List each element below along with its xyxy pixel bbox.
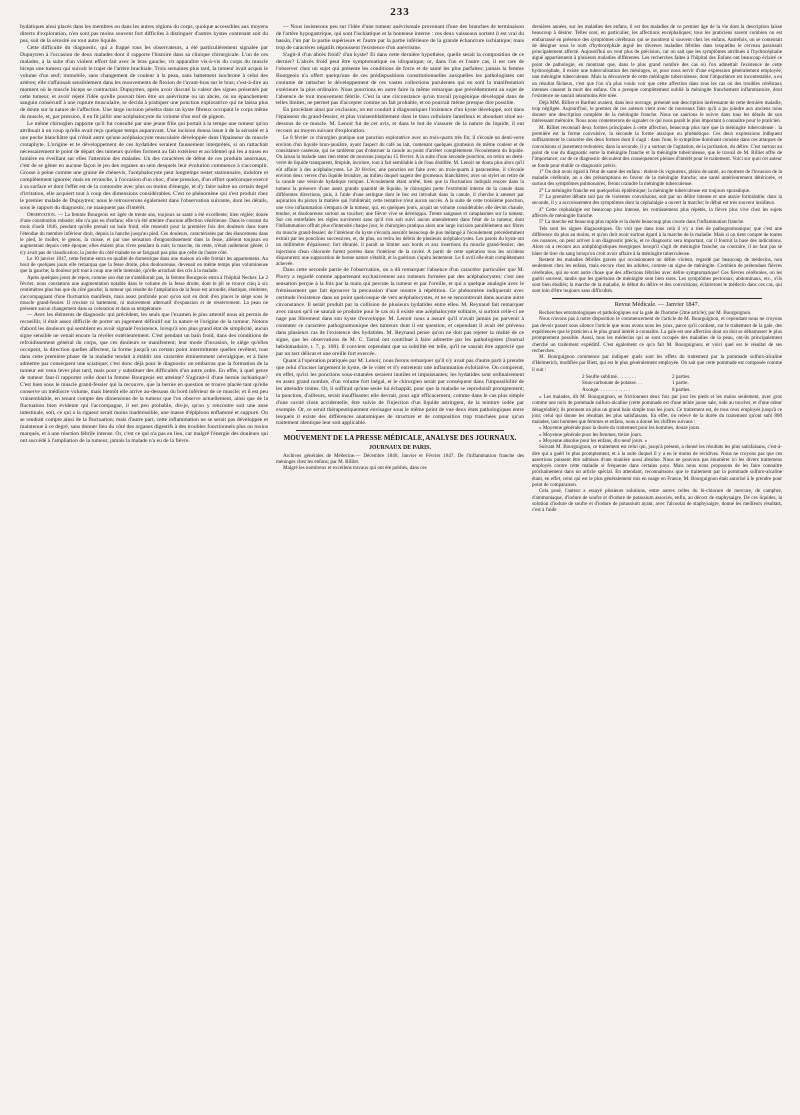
revue-title: Revue Médicale. — Janvier 1847. [614, 300, 700, 308]
paragraph: Dans cette seconde partie de l'observation, on a dû remarquer l'absence d'un caractère particulier que M. Piorry a regardé comme appartenant exclusivement aux tumeurs formées par des acéphalocystes; c'est une sensation perçue à la fois par la main qui percute la tumeur et par l'oreille, et qui a quelque analogie avec le frémissement que fait éprouver la percussion d'une montre à répétition. Ce phénomène indiquerait avec certitude l'existence dans un point quelconque de vers acéphalocystes, et ne se rencontrerait dans aucune autre circonstance. Il serait produit par la collision de plusieurs hydatides entre elles. M. Reynaud fait remarquer avec raison qu'il ne saurait se produire pour le cas où il existe une acéphalocyste solitaire, si surtout celle-ci ne nage pas librement dans son kyste d'enveloppe. M. Lenoir nous a assuré qu'il n'avait jamais pu parvenir à constater ce caractère pathognomonique des tumeurs dont il est question, et cependant il avait été prévenu dans plusieurs cas de l'existence des hydatides. M. Reynaud pense qu'on ne doit pas rejeter la réalité de ce signe, que les observations de M. C. Tarral ont contribué à faire admettre par les pathologistes (Journal hebdomadaire, t. 7, p. 108). Il convient cependant que sa subtilité est telle, qu'il ne saurait être apprécié que par un tact délicat et une oreille fort exercée. [276, 267, 524, 357]
paragraph: S'agit-il d'un abcès froid? d'un kyste? Et dans cette dernière hypothèse, quelle serait la composition de ce dernier? L'abcès froid peut être symptomatique ou idiopatique; or, dans l'un et l'autre cas, il est rare de l'observer chez un sujet qui présente les conditions de force et de santé les plus parfaites; jamais la femme Bourgeois n'a offert quelqu'une de ces prédispositions constitutionnelles auxquelles les pathologistes ont coutume de rattacher le développement de ces vastes collections purulentes qui en sont la manifestation extérieure la plus ordinaire. Nous pourrions en outre faire la même remarque que précédemment au sujet de l'absence de tout mouvement fébrile. C'est la une circonstance qu'un travail pyogénique développé dans de telles limites, ne permet pas d'accepter comme un fait probable, et on pourrait même presque dire possible. [276, 51, 524, 107]
page-number: 233 [390, 6, 410, 18]
paragraph: » Moyenne absolue pour les enfans, dix-neuf jours. » [539, 438, 648, 444]
paragraph: « Les malades, dit M. Bourguignon, se frictionnent deux fois par jour les pieds et les mains seulement, avec gros comme une noix de pommade sulfuro-alcaline (cette pommade est d'une teinte jaune sale, rude au toucher, et d'une odeur désagréable); ils prennent un plus un grand bain simple tous les jours. Ce traitement est, de tous ceux employés jusqu'à ce jour, celui qui donne les résultats les plus satisfaisans. En effet, on relevé de la durée du traitement qu'ont subi 800 malades, tant hommes que femmes et enfans, nous a donné les chiffres suivans : [532, 393, 782, 426]
paragraph: — Nous insisterons peu sur l'idée d'une tumeur anévrismale provenant d'une des branches de terminaison de l'artère hypogastrique, qui sont l'ischiatique et la honteuse interne : ces deux vaisseaux sortent il est vrai du bassin, l'un par la partie supérieure et l'autre par la partie inférieure de la grande échancrure ischiatique; mais trop de caractères négatifs repoussent l'existence d'un anévrisme. [276, 24, 524, 51]
diagnostic-sign-4: 4° Cette céphalalgie est beaucoup plus intense, les vomissemens plus répétés, la fièvre plus vive chez les sujets affectés de méningite franche. [532, 206, 782, 219]
observation-label: Observation. [27, 211, 57, 218]
paragraph: M. Bourguignon commence par indiquer quels sont les effets du traitement par la pommade sulfuro-alcaline d'Helmerich, modifiée par Biett, qui est le plus généralement employée. On sait que cette pommade est composée comme il suit : [532, 354, 782, 373]
paragraph: Quant à l'opération pratiquée par M. Lenoir, nous ferons remarquer qu'il n'y avait pas d'autre parti à prendre que celui d'inciser largement le kyste, de le vider et d'y entretenir une inflammation exfoliative. On comprend, en effet, qu'ici les ponctions sous-cutanées seraient inutiles et impuissantes; les hydatides sont ordinairement en assez grand nombre, d'un volume fort inégal, et le chirurgien serait par conséquent dans l'impossibilité de les atteindre toutes. Or, il suffirait qu'une seule lui échappât, pour que la maladie se reproduisît promptement; la ponction, d'ailleurs, serait insuffisante; elle devrait, pour agir efficacement, comme dans le cas plus simple d'une cavité close accidentelle, être suivie de l'injection d'un liquide astringent, de la teinture iodée par exemple. Or, ce serait thérapeutiquement envisager sous le même point de vue deux états pathologiques entre lesquels il existe des différences anatomiques de structure et de composition trop tranchées pour qu'un traitement identique leur soit applicable. [276, 357, 524, 427]
diagnostic-sign-2: 2° La méningite franche est quelquefois épidémique; la méningite tuberculeuse est toujours sporadique. [539, 187, 751, 194]
case-details-paragraph: Le 8 février ce chirurgien pratique une ponction exploratrice avec un trois-quarts très fin; il s'écoule un demi-verre environ d'un liquide brun-jaunâtre, ayant l'aspect du café au lait, contenant quelques grumeaux de même couleur et de consistance caséeuse, qui ne tardèrent pas d'obstruer la canule au point d'arrêter complètement l'écoulement du liquide. On laissa la malade sans rien tenter de nouveau jusqu'au 15 février. A la suite d'une seconde ponction, on retira un demi-verre de liquide transparent, limpide, incolore, tout à fait semblable à de l'eau distillée. M. Lenoir ne douta plus alors qu'il eût affaire à des acéphalocystes. Le 20 février, une ponction est faite avec un trois-quarts à paracentèse, il s'écoule environ deux verres d'un liquide brunâtre, au milieu duquel nagent des grumeaux blanchâtres; avec un stylet on retire de la canule une vésicule hydatique rompue. L'écoulement étant arrêté, bien que la fluctuation indiquât encore dans la tumeur la présence d'une assez grande quantité de liquide, le chirurgien porte l'extrémité interne de la canule dans différentes directions, puis, à l'aide d'une seringue dont le bec est introduit dans la canule, il cherche à amener par aspiration du piston la matière qui l'oblitérait; cette tentative n'eut aucun succès. A la suite de cette troisième ponction, une vive inflammation s'empara de la tumeur, qui, en quelques jours, acquit un volume considérable; elle devint chaude, tendue, et douloureuse surtout au toucher; une fièvre vive se développa. Trente sangsues et cataplasmes sur la tumeur. Sur ces entrefaites les règles survinrent sans qu'il s'en soit suivi aucun amendement dans l'état de la tumeur, dont l'inflammation offrait plus d'intensité chaque jour, le chirurgien pratiqua alors une large incision parallèlement aux fibres du muscle grand-fessier; de l'intérieur du kyste s'écoula aussitôt beaucoup de pus mélangé à l'écoulement précédemment extrait par les ponctions successives, et, de plus, on retira les débris de plusieurs acéphalocystes. Les parois du kyste ont un millimètre d'épaisseur; fort ébranlé, il paraît se limiter aux bords et aux insertions du muscle grand-fessier; des injections d'eau chlorurée furent portées dans l'intérieur de la cavité. A partir de cette opération tous les accidens disparurent; une suppuration de bonne nature s'établit, et la guérison s'opéra lentement. Le 6 avril elle était complètement achevée. [276, 135, 524, 268]
observation-text: — La femme Bourgeois est âgée de trente ans, toujours sa santé a été excellente; bien réglée; douée d'une constitution robuste; elle n'a pas eu d'enfans; elle n'a été atteinte d'aucune affection vénérienne. Dans le courant du mois d'août 1846, pendant qu'elle prenait un bain froid, elle ressentit pour la première fois des douleurs dans toute l'étendue du membre inférieur droit, depuis la hanche jusqu'au pied. Ces douleurs, caractérisées par des élancemens dans le pied, le mollet, le genou, la cuisse, et par une sensation d'engourdissement dans la fesse, allèrent toujours en augmentant depuis cette époque; elles étaient plus vives pendant la nuit; la marche, du reste, n'était nullement gênée; il n'y avait pas de claudication; la jambe du côté malade ne se fatiguait pas plus que celle de l'autre côté. [20, 211, 268, 256]
paragraph: dernières années, sur les maladies des enfans, il est des maladies de ce premier âge de la vie dont la description laisse beaucoup à désirer. Telles sont, en particulier, les affections encéphaliques; tous les praticiens savent combien on est embarrassé en présence des symptômes cérébraux qui se montrent si souvent chez les enfans. Autrefois, on se contentait de désigner sous le nom d'hydrocéphale aiguë les diverses maladies fébriles dans lesquelles le cerveau paraissait principalement affecté. Aujourd'hui on veut plus de précision, car on sait que les symptômes attribués à l'hydrocéphalie aiguë appartiennent à plusieurs maladies différentes. Les recherches faites à l'hôpital des Enfans ont beaucoup éclairé ce point de pathologie, en montrant que, dans le plus grand nombre des cas où l'on admettait l'existence de cette hydrocéphale, il existe une tuberculisation des méninges, or, pour nous servir d'une expression généralement employée, une méningite tuberculeuse. Mais la découverte de cette méningite tuberculeuse, dont l'importance est incontestable, a eu un résultat fâcheux, c'est que l'on n'a plus voulu voir que cette affection dans tous les cas où des troubles cérébraux intenses causent la mort des enfans. On a presque complètement oublié la méningite franchement inflammatoire, dont l'existence ne saurait néanmoins être niée. [532, 24, 782, 100]
recipe-item [582, 387, 782, 393]
ingredient-name: 2 Soufre sublimé. . . . . . . . [582, 374, 636, 381]
paragraph: — Avec les éléments de diagnostic qui précèdent, les seuls que l'examen le plus attentif nous ait permis de recueillir, il était assez difficile de porter un jugement définitif sur la nature et l'origine de la tumeur. Notons d'abord les douleurs qui semblent en avoir signalé l'existence, lorsqu'à son plus grand état de simplicité, aucun signe sensible ne venait encore la révéler extérieurement. C'est pendant un bain froid, dans des conditions de refroidissement général du corps, que ces douleurs se manifestent; leur mode d'invasion, le siège qu'elles occupent, la direction quelles affectent, la forme jusqu'à un certain point intermittente quelles revêtent, tout dans cette première phase de la maladie tendait à établir son caractère éminemment névralgique, et à faire admettre par conséquent une sciatique; c'est donc déjà pour le diagnostic un embarras que la formation de la tumeur est venu lever plus tard, mais pour y substituer des difficultés d'un autre ordre. En effet, à quel genre de tumeur faut-il rapporter celle dont la femme Bourgeois est atteinte? S'agirait-il d'une hernie ischiatique? C'est bien sous le muscle grand-fessier qui la recouvre, que la hernie en question se trouve placée tant qu'elle conserve un médiocre volume, mais bientôt elle arrive au-dessous du bord inférieur de ce muscle; et il est peu vraisemblable, en tenant compte des dimensions de la tumeur que l'on observe actuellement, ainsi que de la fluctuation bien évidente qui l'accompagne, il est peu probable, dis-je, qu'on y rencontre soit une anse intestinale, soit, ce qui a la rigueur serait moins inadmissible, une masse d'épiploon enflammé et suppuré. On se rendrait compte ainsi de la fluctuation; mais d'autre part, cette inflammation ne se serait pas développée et maintenue à ce degré, sans donner lieu du côté des organes digestifs à des troubles fonctionnels plus ou moins marqués, et à une réaction fébrile intense. Or, c'est ce qui n'a pas eu lieu, car malgré l'énergie des douleurs qui ont succédé à l'ampliation de la tumeur, jamais la malade n'a eu de la fièvre. [20, 312, 268, 444]
paragraph: Le même chirurgien rapporte qu'il fut consulté par une jeune fille qui portait à la tempe une tumeur qu'on attribuait à un coup qu'elle avait reçu quelque temps auparavant. Une incision donna issue à de la sérosité et à une poche blanchâtre qui n'était autre qu'une acéphalocyste musculaire développée dans l'épaisseur du muscle crotaphyte. L'origine et le développement de ces hydatides seraient faussement interprétés, si on rattachait nécessairement le point de départ des tumeurs qu'elles forment au fait extérieur et accidentel qui les a mises en lumière en éveillant sur elles l'attention des malades. Un des caractères de début de ces produits anormaux, c'est de se gêner en aucune façon le jeu des organes au sein desquels leur évolution commence à s'accomplir. Grosse à peine comme une graine de chènevis, l'acéphalocyste peut longtemps rester stationnaire, indolore et complètement ignorée; mais en revanche, à l'occasion d'un choc, d'une pression, d'un effort quelconque exercé à sa surface et dont l'effet est de la contondre avec plus ou moins d'énergie, et d'y faire naître un certain degré d'irritation, elle acquiert tout à coup des dimensions considérables. C'est ce phénomène qui s'est produit chez le premier malade de Dupuytren; nous le retrouverons également dans l'observation suivante, dont les détails, sous le rapport du diagnostic, ne manquent pas d'intérêt. [20, 121, 268, 211]
ingredient-qty: 1 partie. [672, 380, 689, 387]
paragraph: Malgré les nombreux et excellens travaux qui ont été publiés, dans ces [283, 465, 427, 472]
ingredient-qty: 2 parties. [672, 374, 691, 381]
section-subtitle: JOURNAUX DE PARIS. [369, 444, 431, 451]
diagnostic-sign-5: 5° La marche est beaucoup plus rapide et la durée beaucoup plus courte dans l'inflammation franche. [539, 219, 745, 226]
paragraph: Cette difficulté du diagnostic, qui a frappé tous les observateurs, a été particulièrement signalée par Dupuytren à l'occasion de deux malades dont il rapporte l'histoire dans sa clinique chirurgicale. L'un de ces malades, à la suite d'un violent effort fait avec le bras gauche, vit apparaître vis-à-vis du corps du muscle biceps une tumeur qui suivait le trajet de l'artère brachiale. Trois semaines plus tard, la tumeur avait acquis le volume d'un œuf; immobile, sans changement de couleur à la peau, sans battement isochrone à celui des artères; elle s'affaissait sensiblement dans les mouvements de flexion de l'avant-bras sur le bras; c'est-à-dire au moment où le muscle biceps se contractait. Dupuytren, après avoir discuté la valeur des signes présentés par cette tumeur, et avoir rejeté l'idée qu'elle pouvait bien être un anévrisme ou un abcès, ou un épanchement sanguin consécutif à une rupture musculaire, se décida à pratiquer une ponction exploratrice qui ne laissa plus de doute sur la nature de l'affection. Une large incision pénétra dans un kyste fibreux occupant le corps même du muscle, et, par pression, il en fit jaillir une acéphalocyste du volume d'un œuf de pigeon. [20, 44, 268, 121]
diagnostic-sign-3: 3° La première débute soit par de violentes convulsions, soit par un délire intense et une ataxie formidable; dans la seconde, il y a accroissement des symptômes dont la céphalalgie a ouvert la marche; le début est très souvent insidieux. [532, 194, 782, 207]
paragraph: Tels sont les signes diagnostiques. On voit que dans tous celà il n'y a rien de pathognomonique; que c'est une différence du plus au moins, et qu'on doit avoir surtout égard à la marche de la maladie. Mais si on tient compte de toutes ces nuances, on peut arriver à un diagnostic précis, et ce diagnostic sera important, car il fournit la base des indications. Alors on a recours aux antiphlogistiques énergiques lorsqu'il s'agit de méningite franche; au contraire, il ne faut pas se hâter de tirer du sang lorsqu'on croit avoir affaire à la méningite tuberculeuse. [532, 225, 782, 257]
paragraph: Suivant M. Bourguignon, ce traitement est celui qui, jusqu'à présent, a donné les résultats les plus satisfaisans, c'est-à-dire qui a guéri le plus promptement, et à la suite duquel il y a eu le moins de récidives. Nous ne croyons pas que ces assertions puissent être admises d'une manière aussi absolue. Nous ne pouvons pas énumérer ici les divers traitemens employés contre cette maladie si fréquente dans certains pays. Mais nous nous proposons de les faire connaître prochainement dans un article spécial. En attendant, reconnaissons que le traitement par la pommade sulfuro-alcaline étant, en effet, celui qui est le plus généralement mis en usage en France, M. Bourguignon était autorisé à le prendre pour point de comparaison. [532, 444, 782, 489]
paragraph: En procédant ainsi par exclusion, on est conduit à diagnostiquer l'existence d'un kyste développé, soit dans l'épaisseur du grand-fessier, et plus vraisemblablement dans le tissu cellulaire lamelleux et abondant situé au-dessous de ce muscle. M. Lenoir fut de cet avis, et dans le but de s'assurer de la nature du liquide, il eut recours au moyen suivant d'exploration. [276, 107, 524, 135]
paragraph: » Moyenne générale pour les femmes, treize jours. [539, 431, 643, 438]
paragraph: Déjà MM. Rilliet et Barthez avaient, dans leur ouvrage, présenté une description intéressante de cette dernière maladie, trop négligée. Aujourd'hui, le premier de ces auteurs vient avec de nouveaux faits qu'il a pu joindre aux anciens nous donner une description complète de la méningite franche. Nous ne saurions le suivre dans tous les détails de son intéressant mémoire. Nous nous contenterons de signaler ce qui nous paraît le plus important à connaître pour le praticien. [532, 99, 782, 125]
recipe-list [582, 374, 782, 393]
revue-subtitle: Recherches entomologiques et pathologiques sur la gale de l'homme (2me article); par M. Bourguignon. [539, 310, 752, 317]
paragraph: Nous n'avons pas à notre disposition le commencement de l'article de M. Bourguignon, et cependant nous ne croyons pas devoir passer sous silence l'article que nous avons sous les yeux, parce qu'il contient, sur le traitement de la gale, des expériences que le praticien a le plus grand intérêt à connaître. La gale est une affection dont on doit se débarrasser le plus promptement possible. Aussi, tous les médecins qui se sont occupés des maladies de la peau, ont-ils principalement cherché un traitement expéditif. C'est également ce qu'a fait M. Bourguignon; et voici quel est le résultat de ses recherches. [532, 316, 782, 354]
column-right [532, 24, 782, 1109]
observation-paragraph: Après quelques jours de repos, comme son état ne s'améliorait pas, la femme Bourgeois entra à l'hôpital Necker. Le 2 février, nous constatons une augmentation notable dans le volume de la fesse droite, dont le pli se trouve cinq à six centimètres plus bas que du côté gauche; la tumeur qui résulte de l'ampliation de la fesse est arrondie, élastique, rénitente, s'accompagnant d'une fluctuation manifeste, mais assez profonde pour qu'on soit en droit d'en placer le siège sous le muscle grand-fessier. Il n'existe ni battement, ni mouvement alternatif d'expansion et de resserrement. La peau ne présente aucun changement dans sa coloration et dans sa température. [20, 274, 268, 313]
column-left [20, 24, 268, 1109]
observation-paragraph: Le 10 janvier 1847, cette femme entra en qualité de domestique dans une maison où elle frottait les appartemens. Au bout de quelques jours elle remarqua que la fesse droite, plus douloureuse, devenait en même temps plus volumineuse que la gauche; la douleur prit tout à coup une telle intensité, qu'elle arrachait des cris à la malade. [20, 255, 268, 275]
diagnostic-sign-1: 1° On doit avoir égard à l'état de santé des enfans : étalent-ils vigoureux, pleins de santé, au moment de l'invasion de la maladie cérébrale, on a des présomptions en faveur de la méningite franche; une santé antérieurement détériorée, et surtout des symptômes pulmonaires, feront craindre la méningite tuberculeuse. [532, 168, 782, 188]
section-divider [296, 430, 504, 431]
observation-paragraph [20, 212, 268, 256]
paragraph: » Moyenne générale pour la durée du traitement pour les hommes, douze jours. [539, 425, 701, 432]
paragraph: Cela posé, l'auteur a essayé plusieurs solutions, entre autres celles du bi-chlorure de mercure, de camphre, d'ammoniaque, d'iodure de soufre et d'iodure de potassium associés, enfin, au décoct de staphysaigre. De ces liquides, la solution d'iodure de soufre et d'iodure de potassium ayant, avec l'alcoolat de staphysaigre, donné les meilleurs résultats, c'est à l'aide [532, 488, 782, 514]
column-middle [276, 24, 524, 1109]
paragraph: hydatiques ainsi placés dans les membres ou dans les autres régions du corps, quoique accessibles aux moyens directs d'exploration, n'en sont pas moins souvent fort difficiles à distinguer d'autres kystes contenant soit du pus, soit de la sérosité ou tout autre liquide. [20, 24, 268, 44]
archives-reference: Archives générales de Médecine.— Décembre 1846; Janvier et Février 1847. De l'inflammation franche des méninges chez les enfans; par M. Rilliet. [276, 452, 524, 466]
paragraph: Restent les maladies fébriles graves qui occasionnent un délire violent, regardé par beaucoup de médecins, non seulement chez les enfans, mais encore chez les adultes, comme un signe de méningite. Combien de prétendues fièvres cérébrales, qui ne sont autre chose que des affections fébriles avec délire symptomatique! Ces fièvres cérébrales, on les guérit souvent, tandis que les guérisons de méningite sont bien rares. Les symptômes pectoraux, abdominaux, etc., s'ils sont bien étudiés; la marche de la maladie, le début du délire et des convulsions, éclaireront le médecin dans ces cas, qui sont loin d'être toujours sans difficultés. [532, 256, 782, 295]
ingredient-name: Sous-carbonate de potasse. . . [582, 380, 643, 387]
ingredient-name: Axonge. . . . . . . . . . . . . [582, 386, 630, 393]
paragraph: M. Rilliet reconnaît deux formes principales à cette affection, beaucoup plus rare que la méningite tuberculeuse : la première est la forme convulsive, la seconde la forme ataxique ou phrénétique. Ces deux expressions indiquent suffisamment le caractère des deux formes dont il s'agit : dans l'une, le symptôme dominant consiste dans ces attaques de convulsions si justement redoutées; dans la seconde, il y a surtout de l'agitation, de la jactitation, du délire. C'est surtout au point de vue du diagnostic entre la méningite franche et la méningite tuberculeuse, que le travail de M. Rilliet offre de l'importance; car de ce diagnostic découlent des conséquences pleines d'intérêt pour le traitement. Voici sur quoi cet auteur se fonde pour établir ce diagnostic précis. [532, 124, 782, 169]
ingredient-qty: 8 parties. [672, 386, 691, 393]
section-divider [552, 298, 762, 299]
section-title: MOUVEMENT DE LA PRESSE MÉDICALE, ANALYSE DES JOURNAUX. [283, 434, 517, 443]
